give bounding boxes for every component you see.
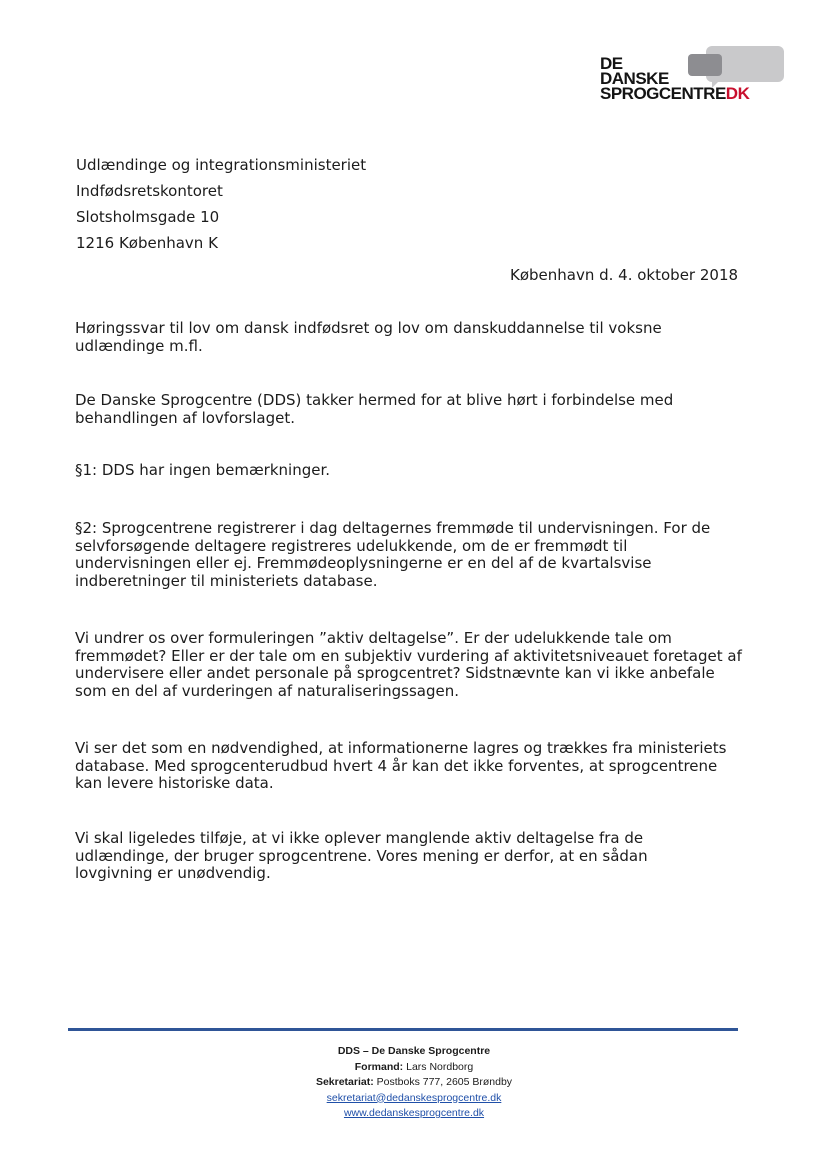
logo-line-3-text: SPROGCENTRE <box>600 84 726 103</box>
recipient-line: 1216 København K <box>76 234 218 252</box>
recipient-line: Slotsholmsgade 10 <box>76 208 220 226</box>
footer-website-link[interactable]: www.dedanskesprogcentre.dk <box>343 1107 485 1119</box>
logo-line-3 <box>600 86 749 101</box>
logo-line-1: DE <box>600 54 623 73</box>
footer-chair <box>0 1060 828 1076</box>
recipient-line: Indfødsretskontoret <box>76 182 223 200</box>
footer-secretariat-label: Sekretariat: <box>315 1076 374 1088</box>
body-paragraph: §1: DDS har ingen bemærkninger. <box>75 461 331 479</box>
body-paragraph: Vi undrer os over formuleringen ”aktiv deltagelse”. Er der udelukkende tale om fremmødet? Eller er der tale om en subjektiv vurdering af aktivitetsniveauet foretaget af undervisere eller andet personale på sprogcentret? Sidstnævnte kan vi ikke anbefale som en del af vurderingen af naturaliseringssagen. <box>75 629 742 700</box>
logo-dk-accent: DK <box>725 84 750 103</box>
footer-chair-name: Lars Nordborg <box>406 1060 474 1073</box>
organization-logo <box>598 44 790 114</box>
speech-bubble-small-icon <box>688 54 722 76</box>
logo-line-2: DANSKE <box>600 69 669 88</box>
body-paragraph: Vi ser det som en nødvendighed, at informationerne lagres og trækkes fra ministeriets database. Med sprogcenterudbud hvert 4 år kan det ikke forventes, at sprogcentrene kan levere historiske data. <box>75 739 727 792</box>
recipient-line: Udlændinge og integrationsministeriet <box>76 156 367 174</box>
body-paragraph: Vi skal ligeledes tilføje, at vi ikke oplever manglende aktiv deltagelse fra de udlændinge, der bruger sprogcentrene. Vores mening er derfor, at en sådan lovgivning er unødvendig. <box>75 829 648 882</box>
footer-secretariat <box>0 1075 828 1091</box>
letter-date: København d. 4. oktober 2018 <box>510 266 739 284</box>
footer-secretariat-address: Postboks 777, 2605 Brøndby <box>376 1076 513 1088</box>
footer-divider <box>68 1028 738 1031</box>
body-paragraph: §2: Sprogcentrene registrerer i dag deltagernes fremmøde til undervisningen. For de selvforsøgende deltagere registreres udelukkende, om de er fremmødt til undervisningen eller ej. Fremmødeoplysningerne er en del af de kvartalsvise indberetninger til ministeriets database. <box>75 519 711 590</box>
body-paragraph: De Danske Sprogcentre (DDS) takker hermed for at blive hørt i forbindelse med behandlingen af lovforslaget. <box>75 391 674 427</box>
letter-subject: Høringssvar til lov om dansk indfødsret og lov om danskuddannelse til voksne udlændinge m.fl. <box>75 319 662 355</box>
footer-organization: DDS – De Danske Sprogcentre <box>337 1045 491 1057</box>
footer-chair-label: Formand: <box>354 1060 404 1073</box>
letter-footer <box>0 1044 828 1122</box>
footer-email-link[interactable]: sekretariat@dedanskesprogcentre.dk <box>326 1091 502 1104</box>
